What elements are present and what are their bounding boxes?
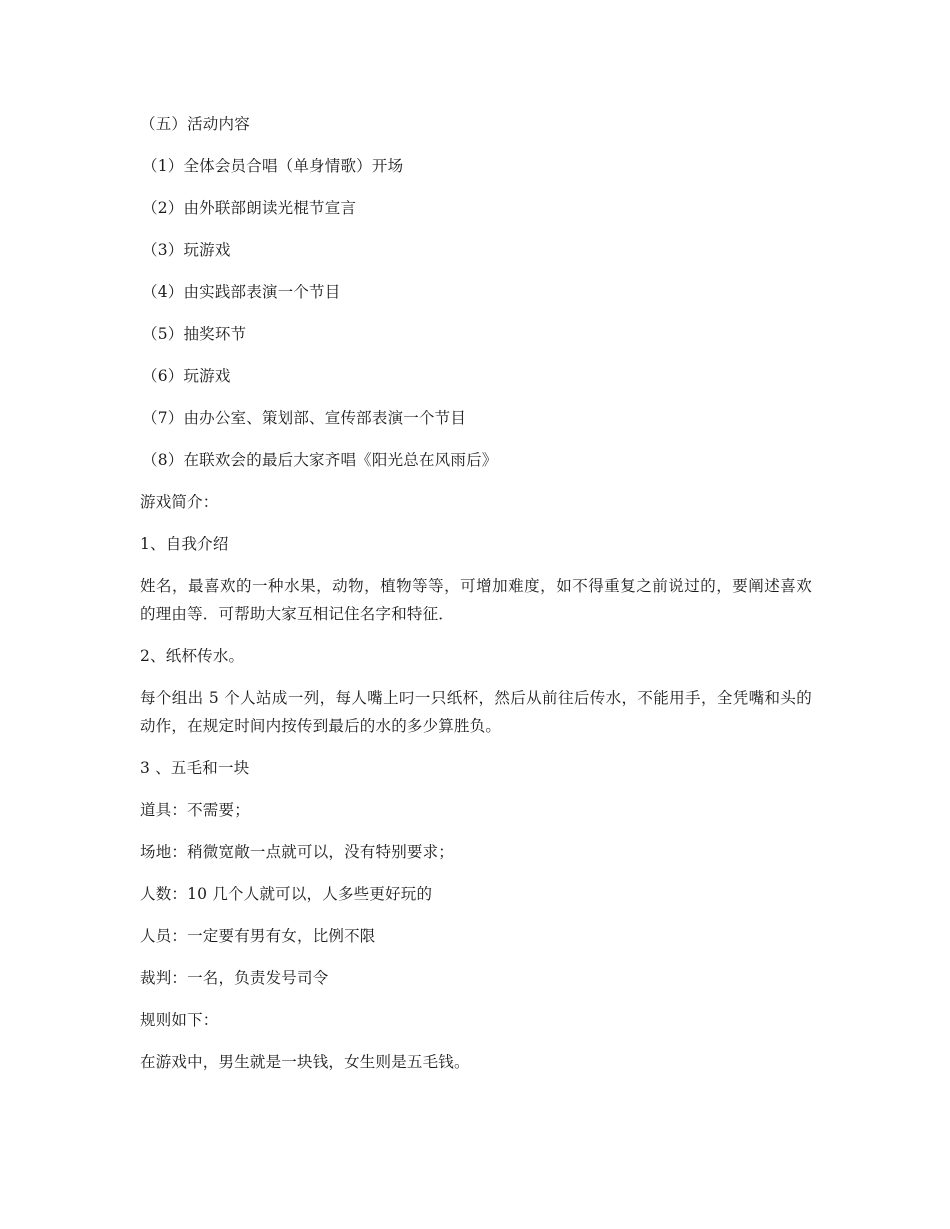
document-body <box>140 110 812 1090</box>
game3-venue: 场地：稍微宽敞一点就可以，没有特别要求； <box>140 843 455 861</box>
activity-item-6: （6）玩游戏 <box>142 367 231 385</box>
activity-item-7: （7）由办公室、策划部、宣传部表演一个节目 <box>142 409 467 427</box>
game1-title: 1、自我介绍 <box>140 535 229 553</box>
activity-item-5: （5）抽奖环节 <box>142 325 247 343</box>
game2-description: 每个组出 5 个人站成一列，每人嘴上叼一只纸杯，然后从前往后传水，不能用手，全凭嘴和头的动作，在规定时间内按传到最后的水的多少算胜负。 <box>140 689 812 735</box>
activity-item-4: （4）由实践部表演一个节目 <box>142 283 341 301</box>
activity-item-1: （1）全体会员合唱（单身情歌）开场 <box>142 157 404 175</box>
game3-title: 3 、五毛和一块 <box>140 759 250 777</box>
game3-referee: 裁判：一名，负责发号司令 <box>140 969 329 987</box>
activity-item-2: （2）由外联部朗读光棍节宣言 <box>142 199 357 217</box>
game3-props: 道具：不需要； <box>140 801 250 819</box>
game3-rules-text: 在游戏中，男生就是一块钱，女生则是五毛钱。 <box>140 1053 470 1071</box>
activity-item-3: （3）玩游戏 <box>142 241 231 259</box>
game1-description: 姓名，最喜欢的一种水果，动物，植物等等，可增加难度，如不得重复之前说过的，要阐述喜欢的理由等．可帮助大家互相记住名字和特征． <box>140 577 812 623</box>
game2-title: 2、纸杯传水。 <box>140 647 245 665</box>
section-heading: （五）活动内容 <box>140 115 250 133</box>
game3-player-count: 人数：10 几个人就可以，人多些更好玩的 <box>140 885 433 903</box>
games-heading: 游戏简介： <box>140 493 219 511</box>
game3-rules-heading: 规则如下： <box>140 1011 219 1029</box>
activity-item-8: （8）在联欢会的最后大家齐唱《阳光总在风雨后》 <box>142 451 498 469</box>
game3-participants: 人员：一定要有男有女，比例不限 <box>140 927 376 945</box>
